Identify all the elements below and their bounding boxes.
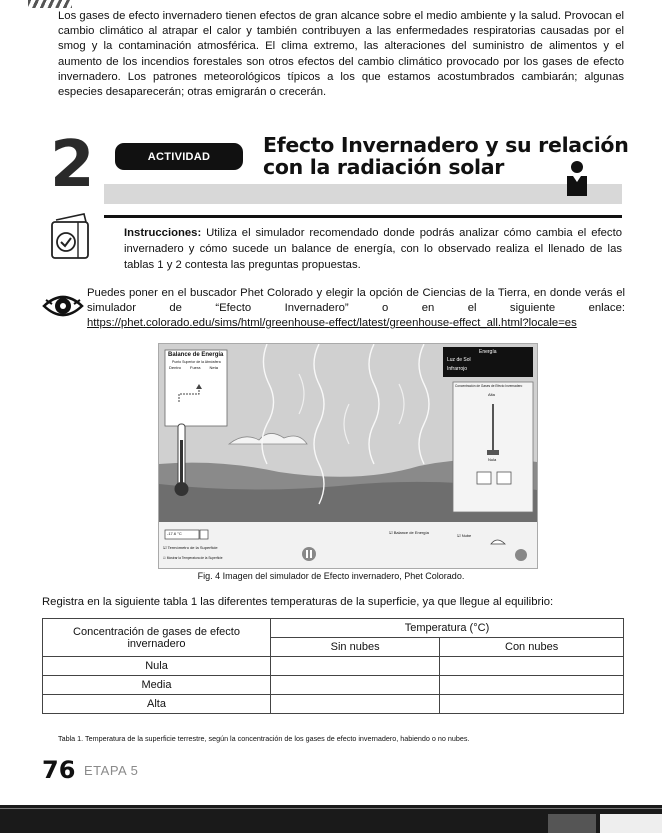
sim-energy-ir: Infrarrojo bbox=[447, 366, 468, 372]
table-cell[interactable] bbox=[440, 676, 624, 695]
sim-balance-sub: Punto Superior de la Atmósfera bbox=[172, 360, 221, 364]
simulator-link[interactable]: https://phet.colorado.edu/sims/html/greenhouse-effect/latest/greenhouse-effect_all.html?locale=es bbox=[87, 317, 577, 329]
footer-bar bbox=[0, 805, 662, 833]
sim-balance-col: Neta bbox=[209, 365, 218, 370]
activity-badge: ACTIVIDAD bbox=[115, 143, 243, 170]
table-row bbox=[43, 676, 624, 695]
table-row-label: Alta bbox=[43, 695, 271, 714]
sim-balance-title: Balance de Energía bbox=[168, 352, 224, 358]
table-col1-header: Concentración de gases de efecto invernadero bbox=[43, 619, 271, 657]
sim-balance-col: Dentro bbox=[169, 365, 182, 370]
sim-check-balance-label: Balance de Energía bbox=[393, 530, 429, 535]
sim-balance-cols bbox=[169, 365, 218, 370]
simulator-paragraph bbox=[87, 286, 625, 331]
footer-line bbox=[0, 808, 662, 809]
activity-title-line2: con la radiación solar bbox=[263, 155, 505, 179]
intro-paragraph: Los gases de efecto invernadero tienen efectos de gran alcance sobre el medio ambiente y la salud. Provocan el cambio climático al atrapar el calor y también contribuyen a las enfermedades respiratorias causadas por el smog y la contaminación atmosférica. El clima extremo, las alteraciones del suministro de alimentos y el aumento de los incendios forestales son otros efectos del cambio climático provocado por los gases de efecto invernadero. Los patrones meteorológicos típicos a los que estamos acostumbrados cambiarán; algunas especies desaparecerán; otras emigrarán o crecerán. bbox=[58, 10, 624, 99]
simulator-scene bbox=[159, 344, 537, 568]
sim-check-temp-label: Mostrar la Temperatura de la Superficie bbox=[166, 556, 223, 560]
instructions-label: Instrucciones: bbox=[124, 227, 202, 239]
activity-number: 2 bbox=[50, 128, 95, 202]
table-subheader-con: Con nubes bbox=[440, 638, 624, 657]
table-cell[interactable] bbox=[271, 676, 440, 695]
table-row bbox=[43, 657, 624, 676]
sim-check-clouds-label: Nube bbox=[461, 533, 472, 538]
table-temp-header: Temperatura (°C) bbox=[271, 619, 624, 638]
instructions bbox=[124, 225, 622, 273]
sim-balance-col: Fuera bbox=[190, 365, 201, 370]
figure-caption: Fig. 4 Imagen del simulador de Efecto invernadero, Phet Colorado. bbox=[197, 571, 465, 581]
simulator-paragraph-text: Puedes poner en el buscador Phet Colorado y elegir la opción de Ciencias de la Tierra, en donde verás el simulador de “Efecto Invernadero” o en el siguiente enlace: bbox=[87, 287, 625, 314]
checklist-notebook-icon bbox=[44, 208, 96, 262]
stage-label: ETAPA 5 bbox=[84, 763, 139, 778]
table-row-label: Nula bbox=[43, 657, 271, 676]
table-caption: Tabla 1. Temperatura de la superficie terrestre, según la concentración de los gases de efecto invernadero, habiendo o no nubes. bbox=[58, 734, 470, 743]
table-cell[interactable] bbox=[440, 657, 624, 676]
instructions-text: Utiliza el simulador recomendado donde podrás analizar cómo cambia el efecto invernadero y cómo sucede un balance de energía, con lo observado realiza el llenado de las tablas 1 y 2 contesta las preguntas propuestas. bbox=[124, 227, 622, 271]
table-row-label: Media bbox=[43, 676, 271, 695]
table-row bbox=[43, 695, 624, 714]
sim-check-thermo[interactable]: ☑ Termómetro de la Superficie bbox=[163, 545, 218, 550]
table-cell[interactable] bbox=[271, 695, 440, 714]
footer-block-light bbox=[600, 814, 662, 833]
sim-check-clouds[interactable]: ☑ Nube bbox=[457, 533, 472, 538]
sim-conc-high: Alta bbox=[488, 392, 495, 397]
footer-block-dark bbox=[548, 814, 596, 833]
sim-energy-sun: Luz de Sol bbox=[447, 357, 471, 363]
sim-temp-readout: -17.6 °C bbox=[167, 531, 182, 536]
table-intro: Registra en la siguiente tabla 1 las diferentes temperaturas de la superficie, ya que llegue al equilibrio: bbox=[42, 596, 554, 608]
activity-header-bar bbox=[104, 184, 622, 204]
sim-check-balance[interactable]: ☑ Balance de Energía bbox=[389, 530, 429, 535]
page-number: 76 bbox=[42, 756, 76, 784]
sim-check-temp[interactable]: ☑ Mostrar la Temperatura de la Superficie bbox=[163, 556, 223, 560]
activity-title-line1: Efecto Invernadero y su relación bbox=[263, 133, 629, 157]
person-icon bbox=[566, 160, 588, 198]
table-cell[interactable] bbox=[271, 657, 440, 676]
section-divider bbox=[104, 215, 622, 218]
sim-energy-title: Energía bbox=[479, 349, 497, 355]
sim-check-thermo-label: Termómetro de la Superficie bbox=[167, 545, 218, 550]
table-cell[interactable] bbox=[440, 695, 624, 714]
decorative-stripes bbox=[28, 0, 72, 8]
eye-icon bbox=[42, 292, 84, 320]
sim-conc-title: Concentración de Gases de Efecto Invernadero bbox=[455, 384, 523, 388]
table-subheader-sin: Sin nubes bbox=[271, 638, 440, 657]
temperature-table bbox=[42, 618, 624, 714]
simulator-image bbox=[158, 343, 538, 569]
sim-conc-low: Nula bbox=[488, 457, 497, 462]
